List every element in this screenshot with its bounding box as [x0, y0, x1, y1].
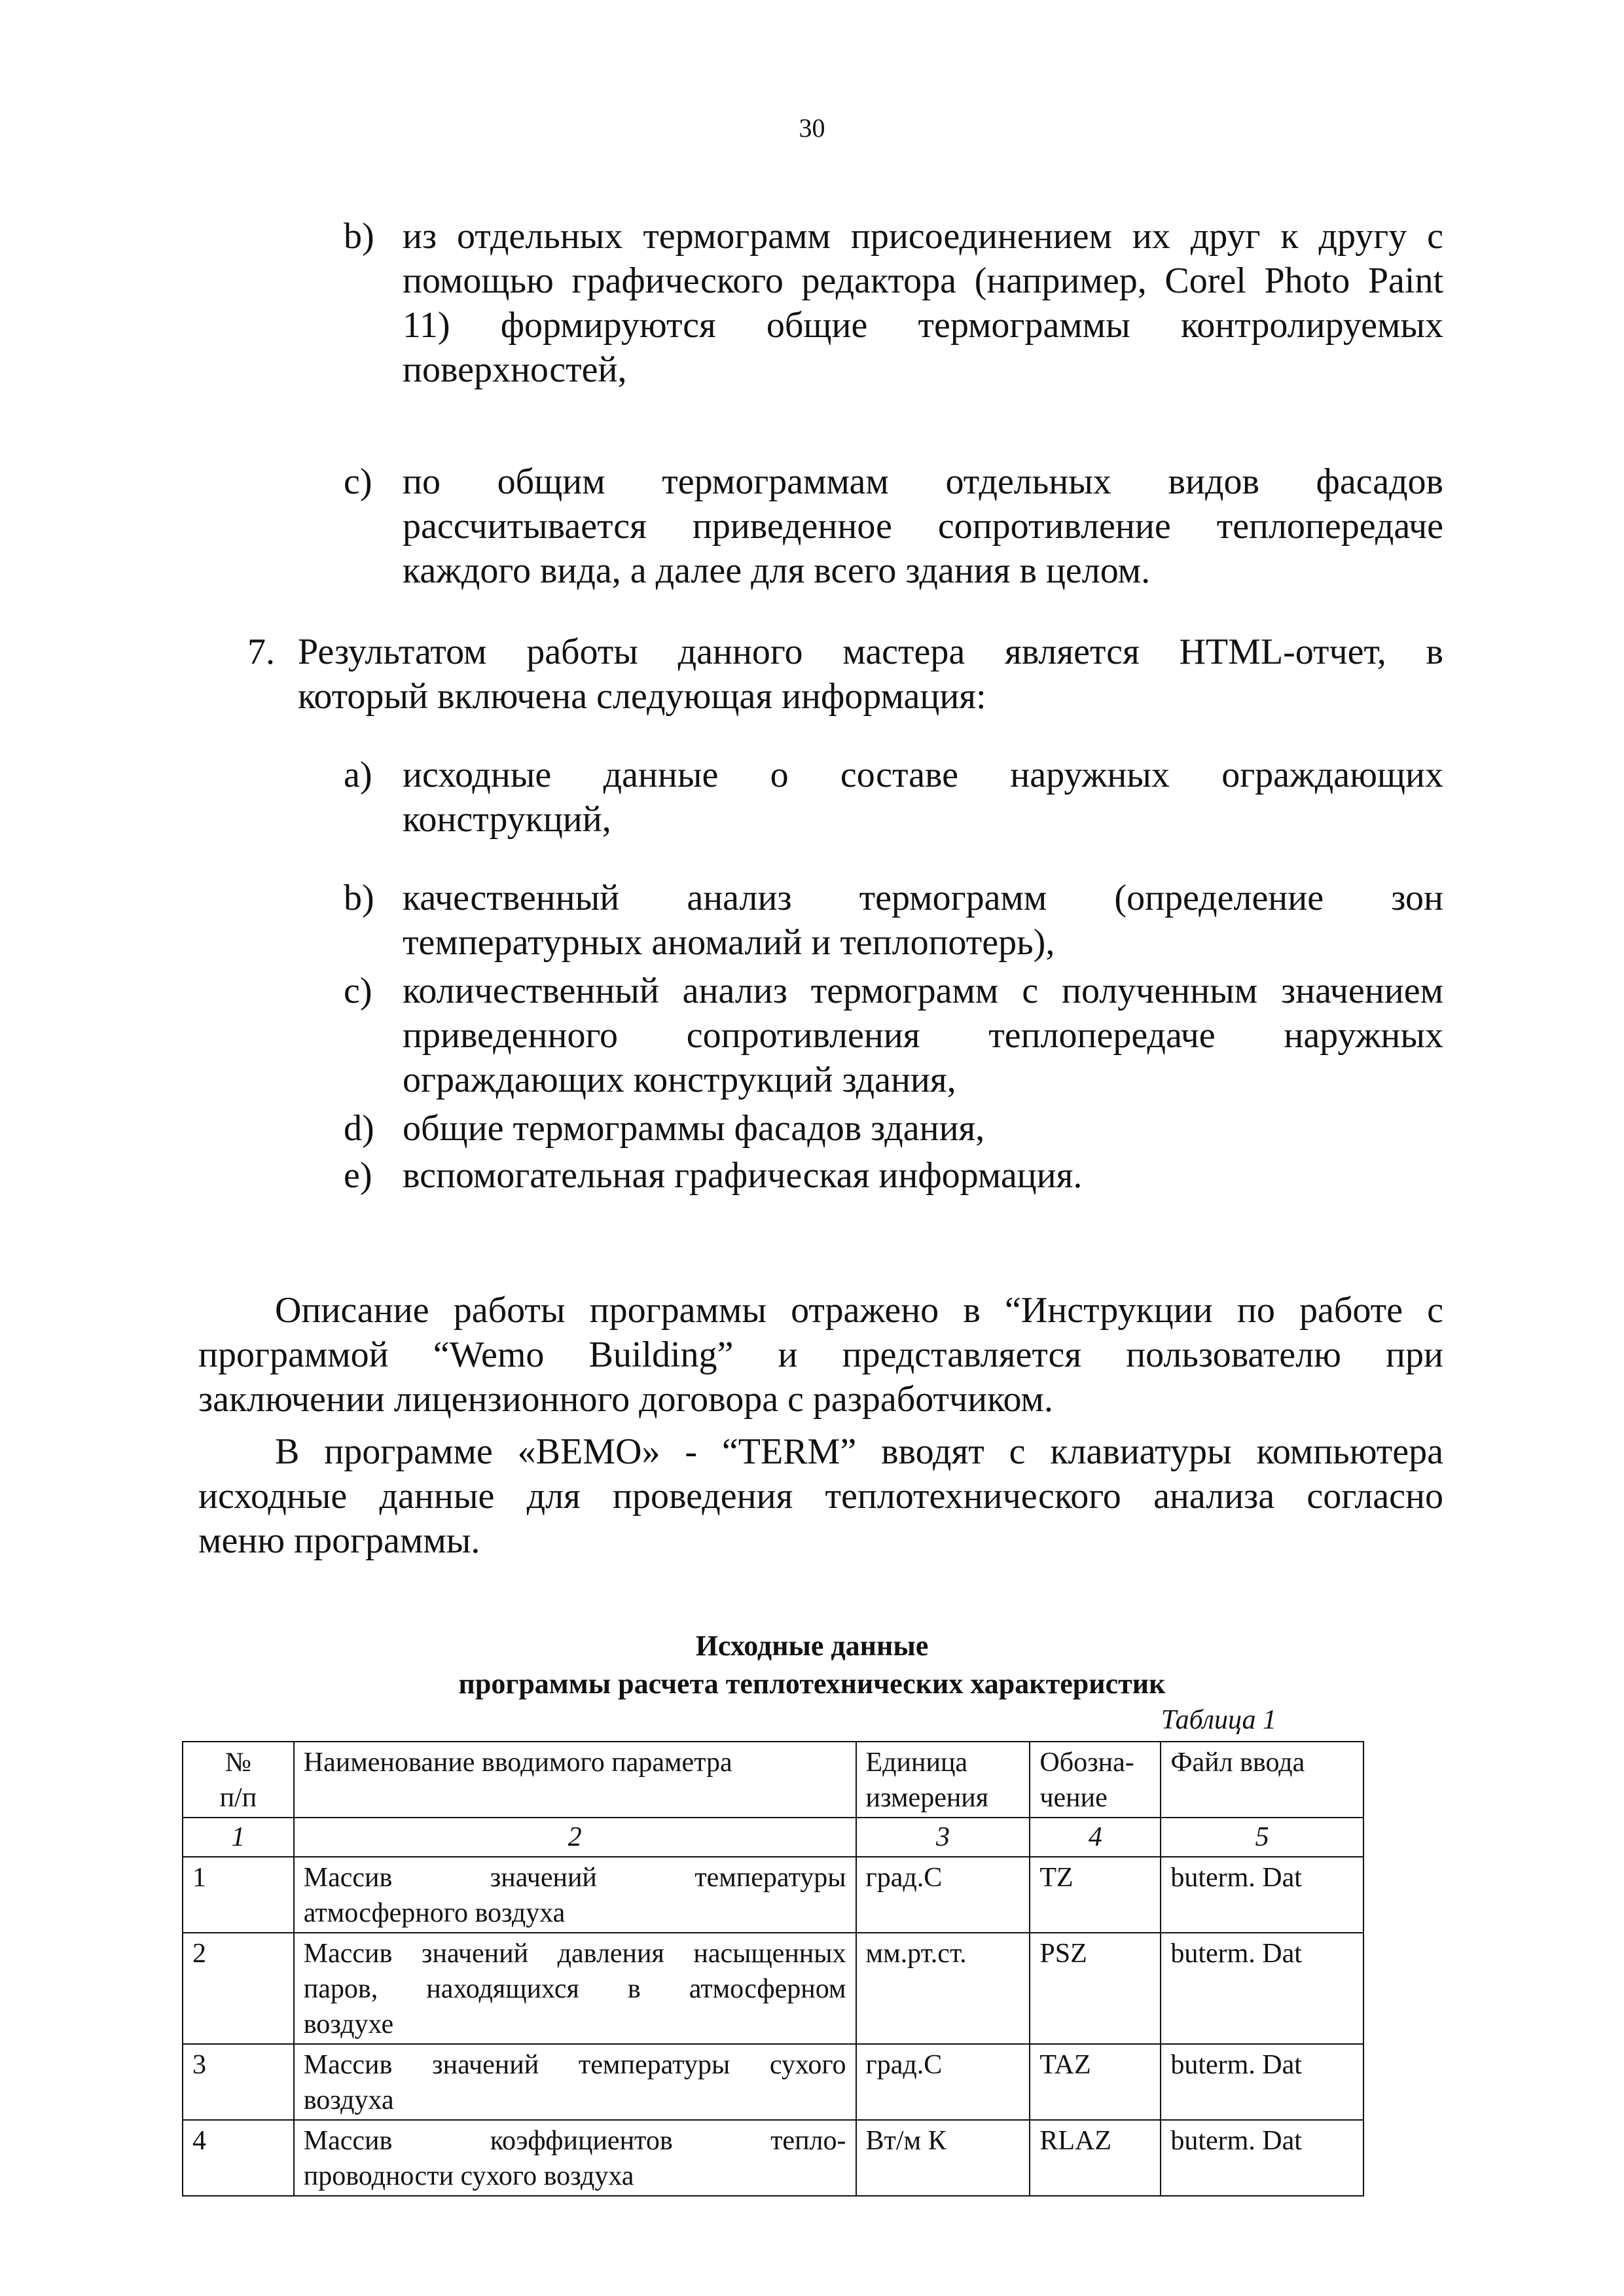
text-line: 11) формируются общие термограммы контролируемых	[403, 305, 1443, 346]
cell-line: Массив значений давления насыщенных	[303, 1939, 846, 1969]
list-item-label: e)	[344, 1155, 372, 1196]
row-parameter	[294, 1933, 856, 2044]
text-line: помощью графического редактора (например, Corel Photo Paint	[403, 260, 1443, 301]
index-cell: 1	[183, 1818, 294, 1857]
list-item-label: d)	[344, 1108, 374, 1149]
list-item-b	[344, 214, 1443, 392]
header-text: Единица	[865, 1748, 968, 1778]
text-line: поверхностей,	[403, 350, 627, 390]
row-number: 2	[183, 1933, 294, 2044]
header-text: Обозна-	[1039, 1748, 1134, 1778]
row-number: 3	[183, 2044, 294, 2120]
row-number: 4	[183, 2120, 294, 2196]
list-item-label: b)	[344, 216, 374, 257]
header-unit	[856, 1742, 1030, 1818]
table-title-line: программы расчета теплотехнических характеристик	[458, 1668, 1166, 1700]
text-line: Результатом работы данного мастера является HTML-отчет, в	[298, 632, 1443, 672]
text-line: заключении лицензионного договора с разработчиком.	[198, 1379, 1053, 1420]
text-line: количественный анализ термограмм с полученным значением	[403, 971, 1443, 1011]
cell-line: воздуха	[303, 2085, 394, 2115]
cell-line: воздухе	[303, 2009, 394, 2039]
index-cell: 5	[1161, 1818, 1363, 1857]
text-line: из отдельных термограмм присоединением их друг к другу с	[403, 216, 1443, 257]
page-number: 30	[799, 113, 825, 143]
cell-line: проводности сухого воздуха	[303, 2161, 634, 2191]
row-number: 1	[183, 1857, 294, 1933]
cell-line: атмосферного воздуха	[303, 1898, 566, 1928]
text-line: вспомогательная графическая информация.	[403, 1155, 1083, 1196]
text-line: программой “Wemo Building” и представляется пользователю при	[198, 1335, 1443, 1375]
header-text: измерения	[865, 1783, 989, 1813]
row-parameter	[294, 2044, 856, 2120]
cell-line: Массив значений температуры сухого	[303, 2050, 846, 2080]
list-item-label: c)	[344, 971, 372, 1011]
header-parameter	[294, 1742, 856, 1818]
table-index-row	[183, 1818, 1363, 1857]
row-symbol: TAZ	[1030, 2044, 1161, 2120]
text-line: исходные данные о составе наружных ограждающих	[403, 755, 1443, 795]
row-file: buterm. Dat	[1161, 2120, 1363, 2196]
header-number	[183, 1742, 294, 1818]
sub-item-a	[344, 753, 1443, 842]
cell-line: паров, находящихся в атмосферном	[303, 1974, 846, 2004]
index-cell: 3	[856, 1818, 1030, 1857]
row-file: buterm. Dat	[1161, 1857, 1363, 1933]
row-symbol: TZ	[1030, 1857, 1161, 1933]
item-7-text	[298, 630, 1443, 719]
text-line: по общим термограммам отдельных видов фасадов	[403, 461, 1443, 502]
text-line: качественный анализ термограмм (определение зон	[403, 878, 1443, 918]
list-item-label: c)	[344, 461, 372, 502]
list-item-label: a)	[344, 755, 372, 795]
sub-item-b	[344, 876, 1443, 965]
header-symbol	[1030, 1742, 1161, 1818]
row-unit: мм.рт.ст.	[856, 1933, 1030, 2044]
text-line: ограждающих конструкций здания,	[403, 1060, 956, 1100]
row-file: buterm. Dat	[1161, 1933, 1363, 2044]
index-cell: 2	[294, 1818, 856, 1857]
table-header-row	[183, 1742, 1363, 1818]
cell-line: Массив коэффициентов тепло-	[303, 2126, 846, 2156]
row-parameter	[294, 2120, 856, 2196]
text-line: исходные данные для проведения теплотехнического анализа согласно	[198, 1476, 1443, 1516]
sub-item-d	[344, 1106, 1443, 1151]
row-unit: град.С	[856, 1857, 1030, 1933]
paragraph-input	[198, 1429, 1443, 1563]
row-symbol: RLAZ	[1030, 2120, 1161, 2196]
text-line: меню программы.	[198, 1520, 480, 1561]
list-item-label: b)	[344, 878, 374, 918]
table-row	[183, 2044, 1363, 2120]
paragraph-description	[198, 1288, 1443, 1422]
table-row	[183, 2120, 1363, 2196]
table-title	[0, 1627, 1624, 1703]
row-unit: град.С	[856, 2044, 1030, 2120]
sub-item-c	[344, 969, 1443, 1102]
row-file: buterm. Dat	[1161, 2044, 1363, 2120]
table-row	[183, 1933, 1363, 2044]
sub-item-e	[344, 1153, 1443, 1198]
header-text: Файл ввода	[1170, 1748, 1305, 1778]
list-item-c	[344, 459, 1443, 593]
cell-line: Массив значений температуры	[303, 1863, 846, 1893]
table-row	[183, 1857, 1363, 1933]
item-7-number: 7.	[247, 632, 275, 672]
row-unit: Вт/м К	[856, 2120, 1030, 2196]
text-line: конструкций,	[403, 799, 611, 840]
text-line: Описание работы программы отражено в “Инструкции по работе с	[275, 1290, 1443, 1331]
text-line: приведенного сопротивления теплопередаче наружных	[403, 1015, 1443, 1056]
table-title-line: Исходные данные	[695, 1630, 929, 1662]
header-file	[1161, 1742, 1363, 1818]
row-symbol: PSZ	[1030, 1933, 1161, 2044]
header-text: №	[225, 1748, 251, 1778]
table-caption: Таблица 1	[1161, 1705, 1276, 1735]
header-text: п/п	[219, 1783, 257, 1813]
text-line: который включена следующая информация:	[298, 676, 986, 717]
text-line: В программе «BEMO» - “TERM” вводят с клавиатуры компьютера	[275, 1431, 1443, 1472]
row-parameter	[294, 1857, 856, 1933]
input-data-table	[182, 1741, 1364, 2197]
text-line: температурных аномалий и теплопотерь),	[403, 922, 1055, 963]
text-line: общие термограммы фасадов здания,	[403, 1108, 985, 1149]
header-text: чение	[1039, 1783, 1108, 1813]
text-line: рассчитывается приведенное сопротивление теплопередаче	[403, 506, 1443, 547]
index-cell: 4	[1030, 1818, 1161, 1857]
header-text: Наименование вводимого параметра	[303, 1748, 732, 1778]
text-line: каждого вида, а далее для всего здания в целом.	[403, 550, 1151, 591]
